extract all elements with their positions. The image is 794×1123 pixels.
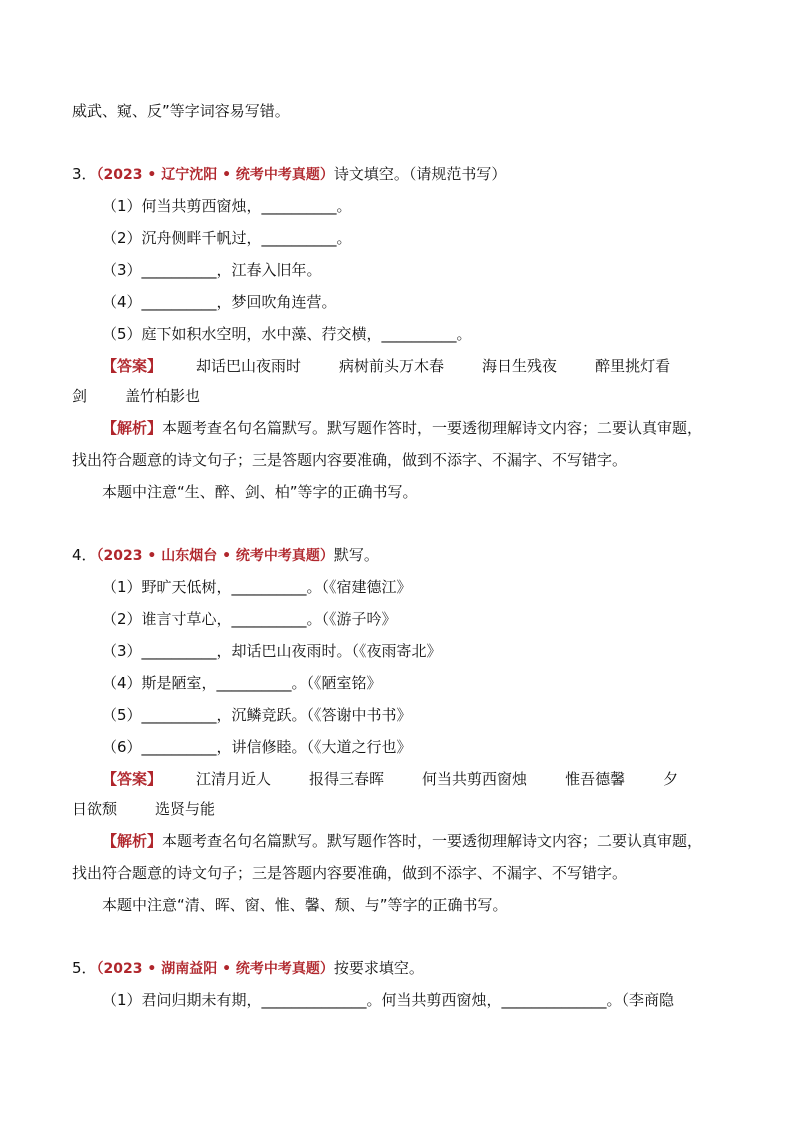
question-number: 4． [72, 546, 97, 564]
answer-item: 何当共剪西窗烛 [422, 770, 528, 788]
answer-item: 海日生残夜 [482, 357, 558, 375]
question-item: （5）庭下如积水空明，水中藻、荇交横，__________。 [102, 325, 472, 343]
question-item: （1）何当共剪西窗烛，__________。 [102, 197, 352, 215]
question-number: 3． [72, 165, 97, 183]
question-item: （4）__________，梦回吹角连营。 [102, 293, 337, 311]
question-item: （1）野旷天低树，__________。（《宿建德江》 [102, 578, 412, 596]
source-open: （ [96, 548, 104, 564]
question-item: （5）__________，沉鳞竞跃。（《答谢中书书》 [102, 706, 412, 724]
answer-item: 惟吾德馨 [565, 770, 626, 788]
question-item: （3）__________，却话巴山夜雨时。（《夜雨寄北》 [102, 642, 442, 660]
source-open: （ [96, 167, 104, 183]
question-item: （1）君问归期未有期，______________。何当共剪西窗烛，______________。（李商隐 [102, 991, 675, 1009]
analysis-note: 本题中注意“清、晖、窗、惟、馨、颓、与”等字的正确书写。 [102, 896, 508, 914]
answer-label: 【答案】 [102, 357, 163, 375]
answer-line [102, 356, 724, 376]
question-item: （2）沉舟侧畔千帆过，__________。 [102, 229, 352, 247]
answer-label: 【答案】 [102, 770, 163, 788]
analysis-line [102, 831, 724, 851]
analysis-line [102, 418, 724, 438]
question-source: 2023 • 湖南益阳 • 统考中考真题 [103, 961, 320, 977]
question-source: 2023 • 辽宁沈阳 • 统考中考真题 [103, 167, 320, 183]
question-stem: 默写。 [333, 546, 379, 564]
source-open: （ [96, 961, 104, 977]
question-item: （6）__________，讲信修睦。（《大道之行也》 [102, 738, 412, 756]
question-source: 2023 • 山东烟台 • 统考中考真题 [103, 548, 320, 564]
answer-line-2 [72, 386, 724, 406]
answer-item: 剑 [72, 387, 88, 405]
analysis-text-2: 找出符合题意的诗文句子；三是答题内容要准确，做到不添字、不漏字、不写错字。 [72, 451, 628, 469]
source-close: ） [319, 167, 334, 183]
continuation-text: 威武、窥、反”等字词容易写错。 [72, 102, 290, 120]
answer-line-2 [72, 799, 724, 819]
analysis-text: 本题考查名句名篇默写。默写题作答时，一要透彻理解诗文内容；二要认真审题， [162, 419, 703, 437]
question-item: （3）__________，江春入旧年。 [102, 261, 322, 279]
analysis-label: 【解析】 [102, 419, 163, 437]
question-item: （4）斯是陋室，__________。（《陋室铭》 [102, 674, 382, 692]
source-close: ） [319, 961, 334, 977]
answer-item: 夕 [663, 770, 679, 788]
question-4-header [72, 545, 724, 566]
answer-item: 报得三春晖 [309, 770, 385, 788]
analysis-text-2: 找出符合题意的诗文句子；三是答题内容要准确，做到不添字、不漏字、不写错字。 [72, 864, 628, 882]
analysis-text: 本题考查名句名篇默写。默写题作答时，一要透彻理解诗文内容；二要认真审题， [162, 832, 703, 850]
answer-item: 病树前头万木春 [339, 357, 445, 375]
answer-item: 却话巴山夜雨时 [196, 357, 302, 375]
source-close: ） [319, 548, 334, 564]
answer-item: 盖竹柏影也 [125, 387, 201, 405]
answer-item: 日欲颓 [72, 800, 118, 818]
question-number: 5． [72, 959, 97, 977]
question-stem: 诗文填空。（请规范书写） [333, 165, 507, 183]
analysis-note: 本题中注意“生、醉、剑、柏”等字的正确书写。 [102, 483, 418, 501]
question-item: （2）谁言寸草心，__________。（《游子吟》 [102, 610, 397, 628]
answer-line [102, 769, 724, 789]
question-5-header [72, 958, 724, 979]
answer-item: 江清月近人 [196, 770, 272, 788]
analysis-label: 【解析】 [102, 832, 163, 850]
answer-item: 醉里挑灯看 [595, 357, 671, 375]
question-3-header [72, 164, 724, 185]
question-stem: 按要求填空。 [333, 959, 424, 977]
answer-item: 选贤与能 [155, 800, 216, 818]
